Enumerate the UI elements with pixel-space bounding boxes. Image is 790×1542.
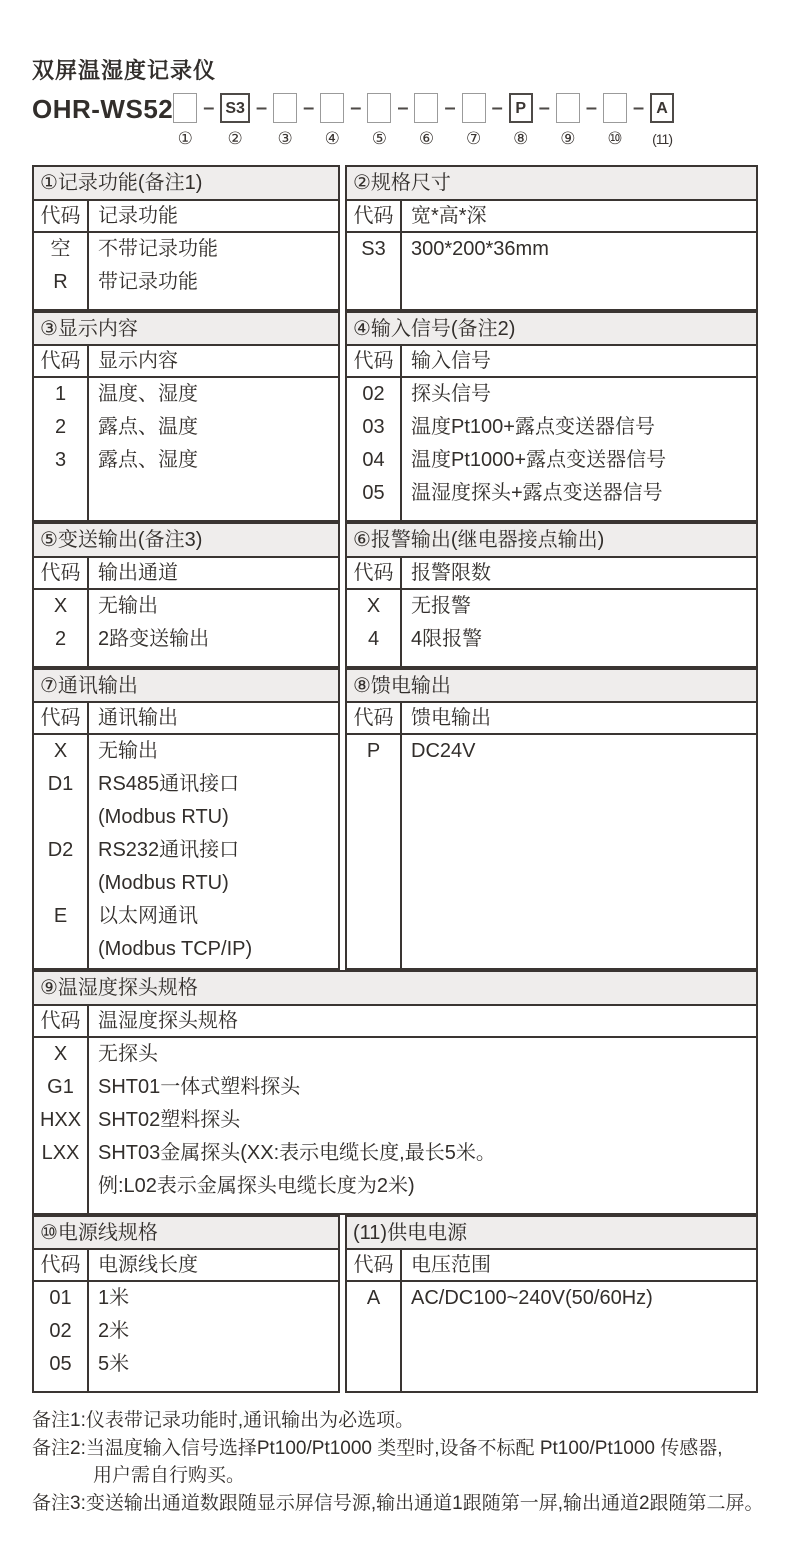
value-cell: 不带记录功能 <box>98 237 218 260</box>
model-number-line <box>32 93 758 149</box>
value-cell: 以太网通讯 <box>98 905 198 927</box>
model-position-4 <box>320 93 344 149</box>
model-code-box <box>173 93 197 123</box>
selection-table <box>32 165 758 1393</box>
value-cell: 2米 <box>98 1320 130 1342</box>
value-header: 电压范围 <box>402 1250 756 1282</box>
value-cell: 例:L02表示金属探头电缆长度为2米) <box>98 1174 415 1197</box>
section-body <box>34 346 338 520</box>
footnote-2: 备注2:当温度输入信号选择Pt100/Pt1000 类型时,设备不标配 Pt100/Pt1000 传感器, <box>32 1437 723 1459</box>
table-row-6 <box>32 1215 758 1394</box>
table-row-4 <box>32 668 758 971</box>
value-header: 输入信号 <box>402 346 756 378</box>
section-1 <box>32 165 340 311</box>
position-number: ⑥ <box>418 129 435 148</box>
section-5 <box>32 522 340 668</box>
model-code-box <box>556 93 580 123</box>
value-column <box>402 1250 756 1391</box>
model-position-6 <box>414 93 438 149</box>
value-cell: RS232通讯接口 <box>98 839 240 861</box>
section-body <box>347 346 756 520</box>
model-code-box <box>273 93 297 123</box>
section-title: ⑦通讯输出 <box>34 670 338 704</box>
value-column <box>89 201 338 309</box>
code-column <box>34 1250 89 1391</box>
code-column <box>347 346 402 520</box>
table-row-5 <box>32 970 758 1215</box>
value-header: 输出通道 <box>89 558 338 590</box>
code-header: 代码 <box>34 703 87 735</box>
section-8 <box>345 668 758 971</box>
position-number: ⑦ <box>465 129 482 148</box>
model-code-box <box>603 93 627 123</box>
section-title: ④输入信号(备注2) <box>347 313 756 347</box>
model-prefix: OHR-WS52 <box>32 94 174 124</box>
value-header: 馈电输出 <box>402 703 756 735</box>
model-dash: – <box>303 97 315 119</box>
position-number: ③ <box>277 129 293 148</box>
code-cell: 04 <box>362 449 385 471</box>
code-cell: 05 <box>362 482 385 504</box>
section-title: ②规格尺寸 <box>347 167 756 201</box>
code-header: 代码 <box>34 558 87 590</box>
model-position-5 <box>367 93 391 149</box>
section-title: ①记录功能(备注1) <box>34 167 338 201</box>
code-cell: E <box>53 905 68 927</box>
value-cell: RS485通讯接口 <box>98 773 240 795</box>
section-body <box>34 201 338 309</box>
position-number: ④ <box>324 129 340 148</box>
section-title: ⑤变送输出(备注3) <box>34 524 338 558</box>
model-position-3 <box>273 93 297 149</box>
value-cell: 无探头 <box>98 1042 158 1065</box>
model-dash: – <box>538 97 550 119</box>
section-10 <box>32 1215 340 1394</box>
code-column <box>347 201 402 309</box>
section-11 <box>345 1215 758 1394</box>
product-title: 双屏温湿度记录仪 <box>32 58 217 83</box>
code-cell <box>34 801 87 834</box>
section-body <box>34 1006 756 1213</box>
value-column <box>89 558 338 666</box>
model-position-1 <box>173 93 197 149</box>
value-header: 报警限数 <box>402 558 756 590</box>
model-dash: – <box>444 97 456 119</box>
code-column <box>347 703 402 968</box>
code-cell: 05 <box>49 1353 72 1375</box>
value-column <box>89 1250 338 1391</box>
code-cell: 02 <box>49 1320 72 1342</box>
value-cell: 探头信号 <box>411 383 491 405</box>
code-column <box>34 346 89 520</box>
code-cell: LXX <box>41 1141 80 1164</box>
value-column <box>402 346 756 520</box>
code-cell: S3 <box>361 237 386 260</box>
code-header: 代码 <box>34 346 87 378</box>
section-7 <box>32 668 340 971</box>
section-4 <box>345 311 758 523</box>
value-cell: 无报警 <box>411 594 471 617</box>
section-title: ⑩电源线规格 <box>34 1217 338 1251</box>
value-cell: 无输出 <box>98 740 158 762</box>
code-column <box>347 1250 402 1391</box>
table-row-1 <box>32 165 758 311</box>
code-cell: D2 <box>47 839 74 861</box>
section-2 <box>345 165 758 311</box>
code-header: 代码 <box>34 1250 87 1282</box>
code-cell: A <box>366 1287 381 1309</box>
section-title: ⑨温湿度探头规格 <box>34 972 756 1006</box>
code-header: 代码 <box>34 201 87 233</box>
model-dash: – <box>491 97 503 119</box>
code-cell <box>34 1170 87 1203</box>
position-number: ② <box>227 129 243 148</box>
footnotes <box>32 1407 764 1517</box>
model-dash: – <box>255 97 268 119</box>
section-body <box>347 558 756 666</box>
table-row-3 <box>32 522 758 668</box>
value-cell: 无输出 <box>98 594 158 617</box>
code-cell: 03 <box>362 416 385 438</box>
value-cell: SHT02塑料探头 <box>98 1108 241 1131</box>
code-header: 代码 <box>34 1006 87 1038</box>
value-column <box>402 558 756 666</box>
section-body <box>34 1250 338 1391</box>
model-position-11 <box>650 93 674 149</box>
section-6 <box>345 522 758 668</box>
value-cell: 300*200*36mm <box>411 237 549 260</box>
code-header: 代码 <box>347 1250 400 1282</box>
value-cell: 4限报警 <box>411 627 483 650</box>
value-cell: SHT03金属探头(XX:表示电缆长度,最长5米。 <box>98 1141 496 1164</box>
value-cell: 温湿度探头+露点变送器信号 <box>411 482 663 504</box>
position-number: ⑨ <box>560 129 576 148</box>
code-cell: 4 <box>367 627 380 650</box>
section-body <box>34 558 338 666</box>
value-cell: DC24V <box>411 740 476 762</box>
code-column <box>34 201 89 309</box>
value-cell: 温度Pt100+露点变送器信号 <box>411 416 655 438</box>
code-cell: X <box>53 1042 68 1065</box>
section-title: (11)供电电源 <box>347 1217 756 1251</box>
value-cell: SHT01一体式塑料探头 <box>98 1075 301 1098</box>
section-body <box>34 703 338 968</box>
footnote-1: 备注1:仪表带记录功能时,通讯输出为必选项。 <box>32 1410 415 1431</box>
code-cell: HXX <box>39 1108 82 1131</box>
section-3 <box>32 311 340 523</box>
code-header: 代码 <box>347 201 400 233</box>
code-cell: 1 <box>54 383 67 405</box>
section-body <box>347 1250 756 1391</box>
section-9 <box>32 970 758 1215</box>
value-cell: 温度、湿度 <box>98 383 198 405</box>
code-header: 代码 <box>347 558 400 590</box>
code-cell: P <box>366 740 381 762</box>
model-code-box <box>367 93 391 123</box>
code-column <box>34 703 89 968</box>
code-column <box>34 1006 89 1213</box>
value-cell: 1米 <box>98 1287 130 1309</box>
code-cell <box>34 933 87 966</box>
code-cell: D1 <box>47 773 74 795</box>
code-column <box>34 558 89 666</box>
code-cell: R <box>53 270 68 293</box>
footnote-3: 用户需自行购买。 <box>93 1465 246 1486</box>
code-header: 代码 <box>347 346 400 378</box>
model-code-box: S3 <box>220 93 250 123</box>
value-header: 显示内容 <box>89 346 338 378</box>
section-body <box>347 703 756 968</box>
section-title: ⑥报警输出(继电器接点输出) <box>347 524 756 558</box>
model-position-8 <box>509 93 533 149</box>
code-cell <box>34 867 87 900</box>
position-number: ① <box>177 129 193 148</box>
section-body <box>347 201 756 309</box>
model-code-box <box>320 93 344 123</box>
value-cell: 露点、温度 <box>98 416 198 438</box>
position-number: ⑩ <box>607 129 623 148</box>
model-dash: – <box>350 97 362 119</box>
section-title: ⑧馈电输出 <box>347 670 756 704</box>
value-cell: (Modbus RTU) <box>98 872 229 894</box>
value-header: 温湿度探头规格 <box>89 1006 756 1038</box>
value-column <box>402 201 756 309</box>
model-dash: – <box>632 97 645 119</box>
value-column <box>89 346 338 520</box>
model-position-9 <box>556 93 580 149</box>
code-cell: 01 <box>49 1287 72 1309</box>
model-position-10 <box>603 93 627 149</box>
model-dash: – <box>203 97 215 119</box>
model-position-2 <box>220 93 250 149</box>
section-title: ③显示内容 <box>34 313 338 347</box>
code-cell: 空 <box>50 237 71 260</box>
value-cell: 温度Pt1000+露点变送器信号 <box>411 449 667 471</box>
value-cell: 5米 <box>98 1353 130 1375</box>
value-header: 宽*高*深 <box>402 201 756 233</box>
footnote-4: 备注3:变送输出通道数跟随显示屏信号源,输出通道1跟随第一屏,输出通道2跟随第二屏。 <box>32 1492 764 1514</box>
model-code-box: A <box>650 93 674 123</box>
value-header: 记录功能 <box>89 201 338 233</box>
value-cell: (Modbus RTU) <box>98 806 229 828</box>
value-cell: 露点、湿度 <box>98 449 198 471</box>
value-cell: AC/DC100~240V(50/60Hz) <box>411 1287 653 1309</box>
value-column <box>89 703 338 968</box>
code-cell: X <box>53 740 68 762</box>
code-column <box>347 558 402 666</box>
model-dash: – <box>585 97 597 119</box>
model-code-box <box>462 93 486 123</box>
code-cell: X <box>366 594 381 617</box>
value-column <box>89 1006 756 1213</box>
value-header: 通讯输出 <box>89 703 338 735</box>
table-row-2 <box>32 311 758 523</box>
position-number: ⑧ <box>513 129 529 148</box>
code-cell: G1 <box>47 1075 74 1098</box>
code-cell: 2 <box>54 416 67 438</box>
value-header: 电源线长度 <box>89 1250 338 1282</box>
value-cell: 2路变送输出 <box>98 627 210 650</box>
position-number: ⑤ <box>371 129 387 148</box>
code-cell: X <box>53 594 68 617</box>
value-cell: 带记录功能 <box>98 270 198 293</box>
value-column <box>402 703 756 968</box>
code-cell: 02 <box>362 383 385 405</box>
model-code-box <box>414 93 438 123</box>
code-cell: 3 <box>54 449 67 471</box>
model-dash: – <box>397 97 409 119</box>
position-number: (11) <box>652 131 672 147</box>
code-cell: 2 <box>54 627 67 650</box>
model-position-7 <box>462 93 486 149</box>
value-cell: (Modbus TCP/IP) <box>98 938 253 960</box>
code-header: 代码 <box>347 703 400 735</box>
model-code-box: P <box>509 93 533 123</box>
